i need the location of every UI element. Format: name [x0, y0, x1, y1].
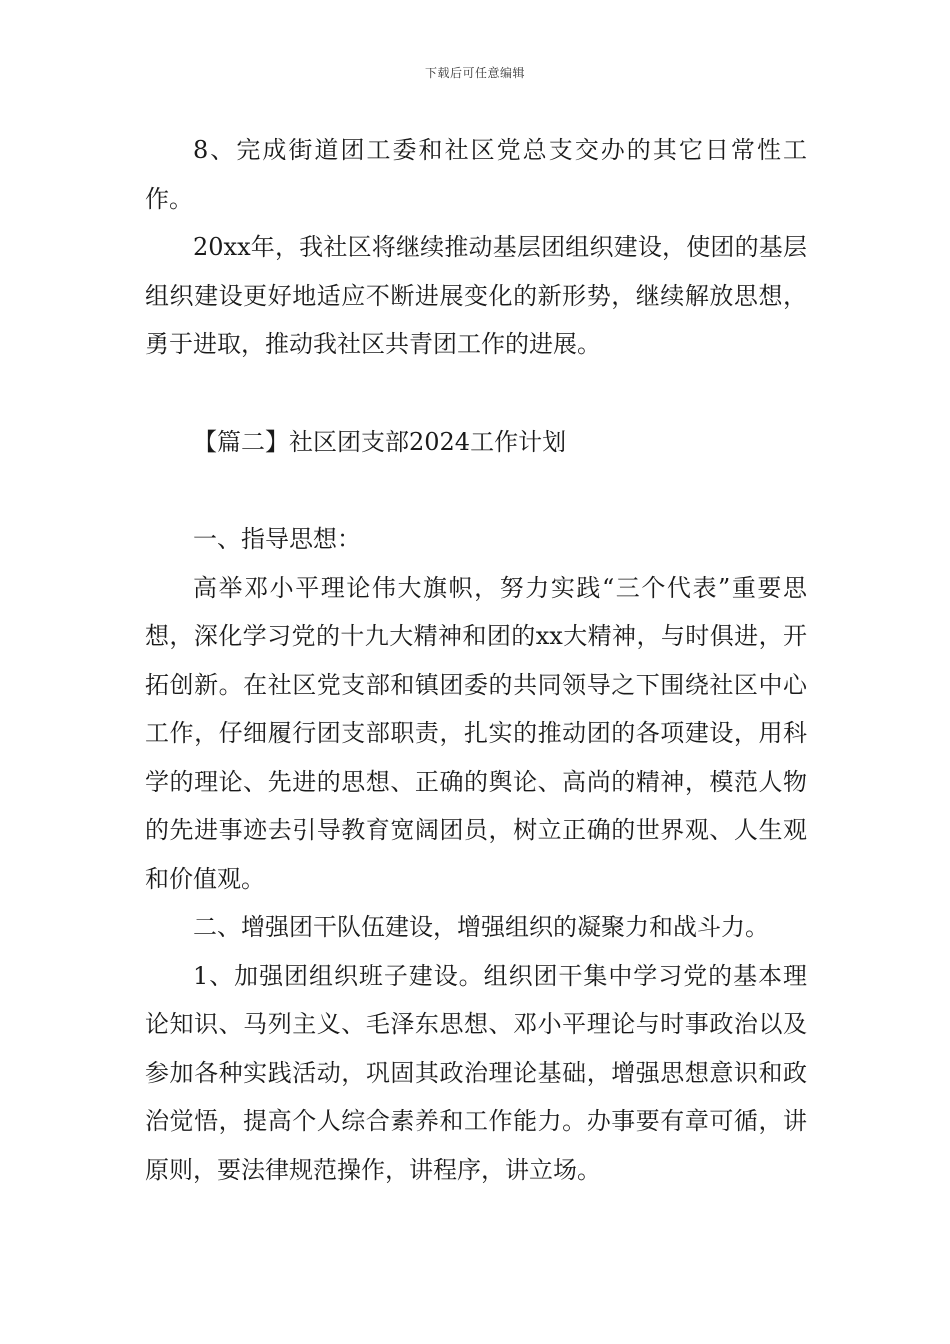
paragraph-item-8: 8、完成街道团工委和社区党总支交办的其它日常性工作。: [145, 136, 807, 213]
page-header: 下载后可任意编辑: [424, 66, 525, 80]
paragraph-team-building-1: 1、加强团组织班子建设。组织团干集中学习党的基本理论知识、马列主义、毛泽东思想、邓小平理论与时事政治以及参加各种实践活动，巩固其政治理论基础，增强思想意识和政治觉悟，提高个人综合素养和工作能力。办事要有章可循，讲原则，要法律规范操作，讲程序，讲立场。: [145, 961, 807, 1184]
paragraph-summary: 20xx年，我社区将继续推动基层团组织建设，使团的基层组织建设更好地适应不断进展变化的新形势，继续解放思想，勇于进取，推动我社区共青团工作的进展。: [145, 233, 807, 358]
heading-team-building: 二、增强团干队伍建设，增强组织的凝聚力和战斗力。: [193, 913, 769, 941]
paragraph-guiding-ideology: 高举邓小平理论伟大旗帜，努力实践“三个代表”重要思想，深化学习党的十九大精神和团的xx大精神，与时俱进，开拓创新。在社区党支部和镇团委的共同领导之下围绕社区中心工作，仔细履行团支部职责，扎实的推动团的各项建设，用科学的理论、先进的思想、正确的舆论、高尚的精神，模范人物的先进事迹去引导教育宽阔团员，树立正确的世界观、人生观和价值观。: [145, 573, 807, 893]
heading-guiding-ideology: 一、指导思想：: [193, 525, 361, 553]
section-title: 【篇二】社区团支部2024工作计划: [193, 427, 567, 456]
document-body: [145, 126, 807, 1194]
